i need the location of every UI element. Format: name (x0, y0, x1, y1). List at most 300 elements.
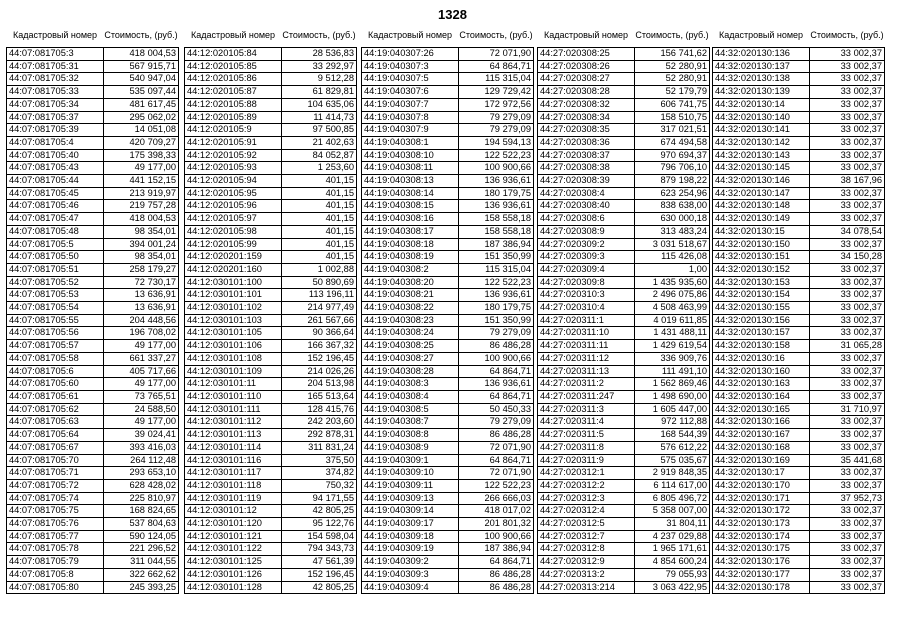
table-row (538, 479, 710, 492)
cost-cell: 34 078,54 (810, 225, 885, 238)
table-row (538, 378, 710, 391)
cadastral-number-cell: 44:07:081705:39 (7, 124, 104, 137)
cadastral-number-cell: 44:12:030101:12 (185, 505, 282, 518)
cost-cell: 35 441,68 (810, 454, 885, 467)
table-row (185, 340, 357, 353)
cost-cell: 33 002,37 (810, 314, 885, 327)
table-row (538, 416, 710, 429)
cadastral-number-cell: 44:19:040308:13 (362, 175, 459, 188)
cost-cell: 52 280,91 (635, 73, 710, 86)
cadastral-number-cell: 44:12:020105:89 (185, 111, 282, 124)
cost-cell: 225 810,97 (104, 492, 179, 505)
cadastral-number-cell: 44:07:081705:6 (7, 365, 104, 378)
table-row (362, 314, 534, 327)
cost-cell: 33 002,37 (810, 276, 885, 289)
cadastral-number-cell: 44:19:040309:1 (362, 454, 459, 467)
table-row (185, 276, 357, 289)
cost-cell: 1 498 690,00 (635, 390, 710, 403)
table-row (713, 98, 885, 111)
table-row (538, 149, 710, 162)
cost-cell: 86 486,28 (459, 581, 534, 594)
table-row (185, 187, 357, 200)
table-row (185, 390, 357, 403)
table-row (538, 556, 710, 569)
cost-cell: 441 152,15 (104, 175, 179, 188)
table-row (7, 441, 179, 454)
cadastral-number-cell: 44:27:020308:37 (538, 149, 635, 162)
table-row (538, 454, 710, 467)
cadastral-number-cell: 44:27:020308:6 (538, 213, 635, 226)
table-row (713, 200, 885, 213)
cadastral-number-cell: 44:27:020311:3 (538, 403, 635, 416)
cost-cell: 33 002,37 (810, 136, 885, 149)
table-row (185, 530, 357, 543)
cadastral-number-cell: 44:19:040308:4 (362, 390, 459, 403)
table-row (538, 568, 710, 581)
table-row (185, 289, 357, 302)
cost-cell: 418 004,53 (104, 48, 179, 61)
cost-cell: 33 002,37 (810, 378, 885, 391)
table-row (7, 454, 179, 467)
cost-cell: 28 536,83 (282, 48, 357, 61)
table-row (538, 225, 710, 238)
cadastral-number-cell: 44:27:020311:247 (538, 390, 635, 403)
table-row (538, 60, 710, 73)
cadastral-number-cell: 44:32:020130:171 (713, 492, 810, 505)
table-row (7, 518, 179, 531)
cost-cell: 33 002,37 (810, 48, 885, 61)
table-row (362, 124, 534, 137)
cost-cell: 100 900,66 (459, 352, 534, 365)
header-cost: Стоимость, (руб.) (104, 29, 178, 40)
table-row (538, 518, 710, 531)
cadastral-number-cell: 44:32:020130:172 (713, 505, 810, 518)
cadastral-number-cell: 44:12:030101:113 (185, 429, 282, 442)
cadastral-number-cell: 44:19:040307:5 (362, 73, 459, 86)
table-row (538, 543, 710, 556)
table-row (538, 175, 710, 188)
cost-cell: 33 002,37 (810, 568, 885, 581)
header-cost: Стоимость, (руб.) (459, 29, 533, 40)
cost-cell: 540 947,04 (104, 73, 179, 86)
cost-cell: 115 315,04 (459, 263, 534, 276)
table-row (713, 518, 885, 531)
table-row (7, 111, 179, 124)
cost-cell: 623 254,96 (635, 187, 710, 200)
table-row (7, 149, 179, 162)
table-row (713, 479, 885, 492)
cost-cell: 481 617,45 (104, 98, 179, 111)
cost-cell: 4 019 611,85 (635, 314, 710, 327)
cost-cell: 100 900,66 (459, 530, 534, 543)
cost-cell: 196 708,02 (104, 327, 179, 340)
cadastral-number-cell: 44:27:020309:3 (538, 251, 635, 264)
cost-cell: 156 741,62 (635, 48, 710, 61)
table-row (713, 48, 885, 61)
cost-cell: 33 002,37 (810, 327, 885, 340)
cadastral-number-cell: 44:19:040307:6 (362, 86, 459, 99)
cadastral-number-cell: 44:27:020312:8 (538, 543, 635, 556)
cadastral-number-cell: 44:32:020130:137 (713, 60, 810, 73)
cadastral-number-cell: 44:32:020130:177 (713, 568, 810, 581)
cadastral-number-cell: 44:27:020308:34 (538, 111, 635, 124)
cost-cell: 115 315,04 (459, 73, 534, 86)
cadastral-number-cell: 44:19:040308:5 (362, 403, 459, 416)
cadastral-number-cell: 44:19:040308:18 (362, 238, 459, 251)
cost-cell: 13 636,91 (104, 289, 179, 302)
table-row (713, 556, 885, 569)
table-row (713, 238, 885, 251)
cadastral-number-cell: 44:07:081705:77 (7, 530, 104, 543)
table-row (538, 390, 710, 403)
table-row (185, 238, 357, 251)
table-row (538, 581, 710, 594)
table-row (362, 543, 534, 556)
cadastral-number-cell: 44:27:020312:5 (538, 518, 635, 531)
cadastral-number-cell: 44:07:081705:34 (7, 98, 104, 111)
cost-cell: 214 026,26 (282, 365, 357, 378)
cost-cell: 33 002,37 (810, 289, 885, 302)
cadastral-number-cell: 44:27:020309:8 (538, 276, 635, 289)
table-row (362, 213, 534, 226)
table-row (713, 378, 885, 391)
cadastral-number-cell: 44:12:030101:118 (185, 479, 282, 492)
cost-cell: 42 805,25 (282, 581, 357, 594)
cadastral-number-cell: 44:19:040309:14 (362, 505, 459, 518)
cadastral-number-cell: 44:12:020105:93 (185, 162, 282, 175)
cadastral-number-cell: 44:32:020130:173 (713, 518, 810, 531)
cost-cell: 136 936,61 (459, 200, 534, 213)
cost-cell: 49 177,00 (104, 340, 179, 353)
cost-cell: 79 279,09 (459, 111, 534, 124)
cost-cell: 838 638,00 (635, 200, 710, 213)
cost-cell: 418 017,02 (459, 505, 534, 518)
table-row (185, 403, 357, 416)
cadastral-number-cell: 44:07:081705:52 (7, 276, 104, 289)
table-row (185, 365, 357, 378)
cadastral-number-cell: 44:27:020310:4 (538, 302, 635, 315)
cadastral-number-cell: 44:32:020130:175 (713, 543, 810, 556)
cost-cell: 394 001,24 (104, 238, 179, 251)
cadastral-number-cell: 44:32:020130:14 (713, 98, 810, 111)
cost-cell: 86 486,28 (459, 568, 534, 581)
cost-cell: 129 729,42 (459, 86, 534, 99)
cadastral-number-cell: 44:27:020308:35 (538, 124, 635, 137)
cadastral-number-cell: 44:07:081705:62 (7, 403, 104, 416)
cost-cell: 34 150,28 (810, 251, 885, 264)
table-row (538, 276, 710, 289)
cost-cell: 33 002,37 (810, 505, 885, 518)
cost-cell: 3 031 518,67 (635, 238, 710, 251)
table-row (7, 48, 179, 61)
cadastral-number-cell: 44:07:081705:76 (7, 518, 104, 531)
cost-cell: 33 002,37 (810, 187, 885, 200)
cadastral-number-cell: 44:12:030101:109 (185, 365, 282, 378)
table-row (362, 86, 534, 99)
cadastral-number-cell: 44:19:040309:10 (362, 467, 459, 480)
cadastral-number-cell: 44:12:020105:95 (185, 187, 282, 200)
page-number: 1328 (438, 7, 467, 22)
cost-cell: 33 002,37 (810, 302, 885, 315)
cost-cell: 796 706,10 (635, 162, 710, 175)
table-row (7, 416, 179, 429)
cadastral-number-cell: 44:07:081705:74 (7, 492, 104, 505)
cost-cell: 401,15 (282, 251, 357, 264)
cadastral-number-cell: 44:07:081705:64 (7, 429, 104, 442)
cost-cell: 33 002,37 (810, 149, 885, 162)
table-row (7, 581, 179, 594)
cost-cell: 33 002,37 (810, 213, 885, 226)
cost-cell: 113 196,11 (282, 289, 357, 302)
cost-cell: 2 496 075,86 (635, 289, 710, 302)
table-row (7, 340, 179, 353)
table-row (713, 60, 885, 73)
cadastral-number-cell: 44:32:020130:147 (713, 187, 810, 200)
cadastral-number-cell: 44:19:040308:19 (362, 251, 459, 264)
cadastral-number-cell: 44:27:020311:8 (538, 441, 635, 454)
cost-cell: 151 350,99 (459, 314, 534, 327)
table-row (713, 429, 885, 442)
cost-cell: 3 063 422,95 (635, 581, 710, 594)
cadastral-table-5 (712, 23, 885, 594)
cadastral-number-cell: 44:12:030101:102 (185, 302, 282, 315)
cadastral-number-cell: 44:07:081705:37 (7, 111, 104, 124)
cadastral-number-cell: 44:32:020130:155 (713, 302, 810, 315)
table-row (185, 73, 357, 86)
table-row (362, 378, 534, 391)
table-row (7, 162, 179, 175)
cost-cell: 24 588,50 (104, 403, 179, 416)
cadastral-number-cell: 44:27:020311:10 (538, 327, 635, 340)
cadastral-number-cell: 44:32:020130:140 (713, 111, 810, 124)
table-row (538, 314, 710, 327)
cost-cell: 79 055,93 (635, 568, 710, 581)
cadastral-number-cell: 44:32:020130:167 (713, 429, 810, 442)
cost-cell: 72 071,90 (459, 48, 534, 61)
cost-cell: 122 522,23 (459, 149, 534, 162)
cadastral-number-cell: 44:19:040308:11 (362, 162, 459, 175)
cadastral-number-cell: 44:12:030101:105 (185, 327, 282, 340)
table-row (362, 225, 534, 238)
table-row (713, 416, 885, 429)
cost-cell: 4 508 463,99 (635, 302, 710, 315)
cost-cell: 50 890,69 (282, 276, 357, 289)
table-row (185, 213, 357, 226)
cost-cell: 86 486,28 (459, 340, 534, 353)
cost-cell: 401,15 (282, 175, 357, 188)
table-row (7, 403, 179, 416)
cost-cell: 1 965 171,61 (635, 543, 710, 556)
cost-cell: 33 002,37 (810, 263, 885, 276)
table-row (713, 454, 885, 467)
cost-cell: 128 415,76 (282, 403, 357, 416)
cost-cell: 221 296,52 (104, 543, 179, 556)
table-row (538, 302, 710, 315)
cost-cell: 1 429 619,54 (635, 340, 710, 353)
cadastral-number-cell: 44:12:030101:101 (185, 289, 282, 302)
cadastral-number-cell: 44:27:020312:4 (538, 505, 635, 518)
cadastral-number-cell: 44:12:020201:159 (185, 251, 282, 264)
cadastral-number-cell: 44:07:081705:33 (7, 86, 104, 99)
table-row (362, 556, 534, 569)
cost-cell: 311 044,55 (104, 556, 179, 569)
cadastral-number-cell: 44:19:040307:3 (362, 60, 459, 73)
cost-cell: 158 558,18 (459, 225, 534, 238)
cost-cell: 794 343,73 (282, 543, 357, 556)
table-row (7, 352, 179, 365)
cost-cell: 1 435 935,60 (635, 276, 710, 289)
table-row (713, 340, 885, 353)
table-row (713, 467, 885, 480)
cadastral-number-cell: 44:07:081705:47 (7, 213, 104, 226)
cadastral-number-cell: 44:27:020311:1 (538, 314, 635, 327)
table-row (362, 581, 534, 594)
cadastral-number-cell: 44:19:040308:2 (362, 263, 459, 276)
cadastral-number-cell: 44:27:020308:4 (538, 187, 635, 200)
cost-cell: 152 196,45 (282, 568, 357, 581)
cadastral-number-cell: 44:32:020130:168 (713, 441, 810, 454)
table-row (362, 48, 534, 61)
cost-cell: 33 002,37 (810, 352, 885, 365)
table-row (185, 111, 357, 124)
cadastral-number-cell: 44:27:020308:40 (538, 200, 635, 213)
cadastral-number-cell: 44:19:040309:19 (362, 543, 459, 556)
cadastral-number-cell: 44:12:030101:114 (185, 441, 282, 454)
cost-cell: 111 491,10 (635, 365, 710, 378)
table-row (185, 479, 357, 492)
cost-cell: 590 124,05 (104, 530, 179, 543)
cost-cell: 49 177,00 (104, 378, 179, 391)
table-row (7, 124, 179, 137)
table-row (362, 263, 534, 276)
cost-cell: 33 002,37 (810, 390, 885, 403)
cadastral-number-cell: 44:12:020105:9 (185, 124, 282, 137)
table-row (538, 263, 710, 276)
cadastral-number-cell: 44:19:040308:8 (362, 429, 459, 442)
table-row (362, 187, 534, 200)
cost-cell: 13 636,91 (104, 302, 179, 315)
cadastral-number-cell: 44:19:040308:27 (362, 352, 459, 365)
table-row (362, 429, 534, 442)
cost-cell: 242 203,60 (282, 416, 357, 429)
table-row (185, 136, 357, 149)
cost-cell: 261 567,66 (282, 314, 357, 327)
table-row (185, 467, 357, 480)
cost-cell: 158 510,75 (635, 111, 710, 124)
cost-cell: 33 002,37 (810, 581, 885, 594)
cadastral-number-cell: 44:27:020312:9 (538, 556, 635, 569)
table-row (713, 314, 885, 327)
cadastral-number-cell: 44:12:020105:84 (185, 48, 282, 61)
cadastral-number-cell: 44:07:081705:32 (7, 73, 104, 86)
cadastral-number-cell: 44:27:020308:36 (538, 136, 635, 149)
cost-cell: 31 804,11 (635, 518, 710, 531)
cost-cell: 245 393,25 (104, 581, 179, 594)
table-row (362, 98, 534, 111)
table-row (185, 352, 357, 365)
cadastral-number-cell: 44:32:020130:152 (713, 263, 810, 276)
cost-cell: 11 414,73 (282, 111, 357, 124)
cadastral-number-cell: 44:12:030101:125 (185, 556, 282, 569)
cadastral-number-cell: 44:12:030101:116 (185, 454, 282, 467)
cadastral-table-1 (6, 23, 179, 594)
table-row (713, 441, 885, 454)
table-row (362, 136, 534, 149)
cadastral-number-cell: 44:27:020309:4 (538, 263, 635, 276)
cost-cell: 374,82 (282, 467, 357, 480)
table-row (185, 175, 357, 188)
cost-cell: 33 002,37 (810, 441, 885, 454)
cost-cell: 970 694,37 (635, 149, 710, 162)
table-row (713, 403, 885, 416)
table-row (185, 314, 357, 327)
cost-cell: 33 002,37 (810, 429, 885, 442)
table-row (185, 86, 357, 99)
table-row (185, 162, 357, 175)
table-row (185, 48, 357, 61)
cost-cell: 98 354,01 (104, 251, 179, 264)
cost-cell: 401,15 (282, 213, 357, 226)
cadastral-number-cell: 44:32:020130:141 (713, 124, 810, 137)
table-row (7, 530, 179, 543)
cadastral-number-cell: 44:27:020313:2 (538, 568, 635, 581)
cadastral-number-cell: 44:12:020105:94 (185, 175, 282, 188)
cost-cell: 97 500,85 (282, 124, 357, 137)
cost-cell: 90 366,64 (282, 327, 357, 340)
table-row (7, 86, 179, 99)
cadastral-number-cell: 44:27:020311:4 (538, 416, 635, 429)
cost-cell: 292 878,31 (282, 429, 357, 442)
cadastral-number-cell: 44:07:081705:72 (7, 479, 104, 492)
table-row (713, 543, 885, 556)
table-header-row (362, 23, 534, 48)
table-row (713, 111, 885, 124)
cost-cell: 122 522,23 (459, 479, 534, 492)
table-row (7, 543, 179, 556)
cost-cell: 151 350,99 (459, 251, 534, 264)
cadastral-number-cell: 44:27:020312:7 (538, 530, 635, 543)
cost-cell: 401,15 (282, 225, 357, 238)
cost-cell: 154 598,04 (282, 530, 357, 543)
cadastral-number-cell: 44:07:081705:78 (7, 543, 104, 556)
table-row (362, 73, 534, 86)
cadastral-number-cell: 44:12:020105:88 (185, 98, 282, 111)
cost-cell: 204 513,98 (282, 378, 357, 391)
cadastral-number-cell: 44:27:020308:28 (538, 86, 635, 99)
table-row (713, 187, 885, 200)
table-row (362, 276, 534, 289)
cadastral-number-cell: 44:32:020130:17 (713, 467, 810, 480)
cost-cell: 64 864,71 (459, 390, 534, 403)
cadastral-number-cell: 44:32:020130:164 (713, 390, 810, 403)
cost-cell: 537 804,63 (104, 518, 179, 531)
cost-cell: 1 562 869,46 (635, 378, 710, 391)
cadastral-number-cell: 44:32:020130:148 (713, 200, 810, 213)
table-row (538, 467, 710, 480)
cost-cell: 576 612,22 (635, 441, 710, 454)
table-row (362, 416, 534, 429)
cost-cell: 194 594,13 (459, 136, 534, 149)
cost-cell: 33 002,37 (810, 479, 885, 492)
table-row (538, 441, 710, 454)
cadastral-number-cell: 44:07:081705:40 (7, 149, 104, 162)
table-row (362, 441, 534, 454)
cadastral-number-cell: 44:07:081705:60 (7, 378, 104, 391)
table-row (362, 327, 534, 340)
table-row (362, 403, 534, 416)
table-row (538, 98, 710, 111)
cadastral-number-cell: 44:12:030101:126 (185, 568, 282, 581)
